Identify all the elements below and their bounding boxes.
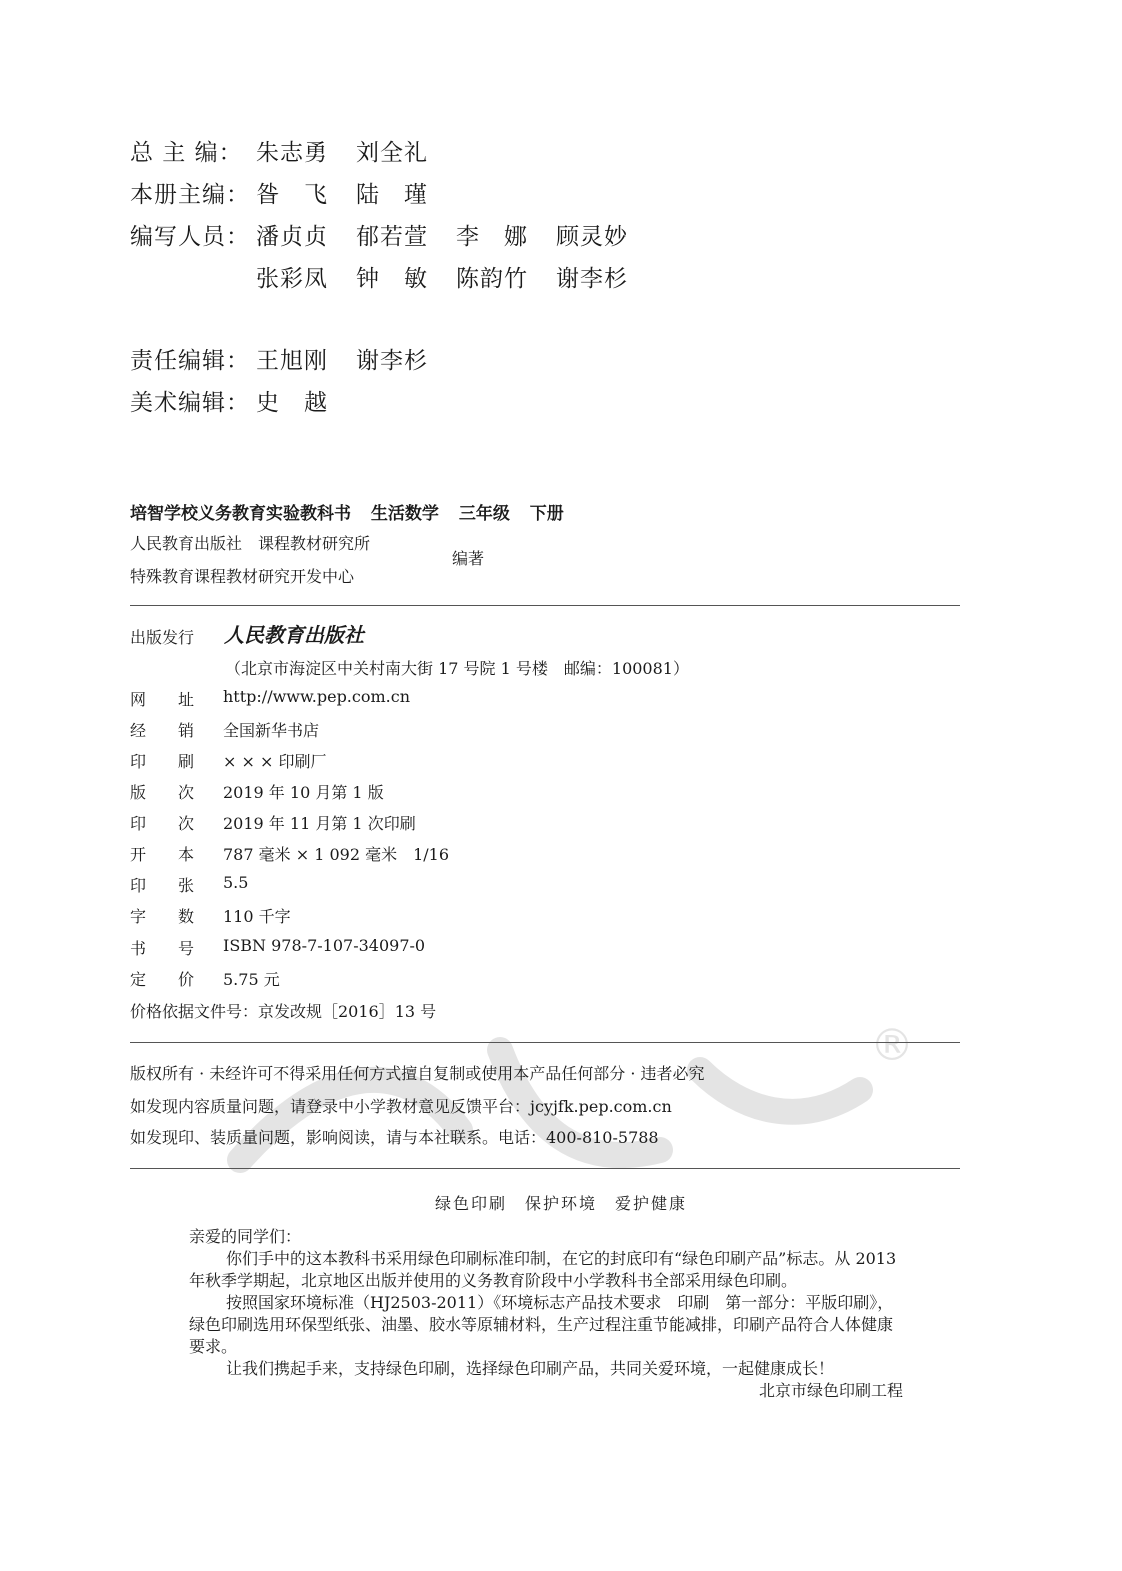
info-value: http://www.pep.com.cn [223, 687, 411, 706]
info-value: 5.5 [223, 873, 249, 892]
credit-label: 编写人员： [130, 224, 250, 250]
divider [130, 1042, 960, 1043]
rights-line3: 如发现印、装质量问题，影响阅读，请与本社联系。电话：400-810-5788 [130, 1128, 659, 1147]
info-value: 全国新华书店 [223, 721, 320, 740]
info-key: 经 销 [130, 721, 195, 740]
credit-name: 郁若萱 [356, 224, 428, 250]
credit-label: 总 主 编： [130, 140, 243, 166]
info-key: 网 址 [130, 690, 195, 709]
credit-name: 朱志勇 [256, 140, 328, 166]
info-value: 787 毫米 × 1 092 毫米 1/16 [223, 845, 450, 864]
price-basis: 价格依据文件号：京发改规［2016］13 号 [130, 1002, 437, 1021]
info-value: × × × 印刷厂 [223, 752, 327, 771]
credit-name: 刘全礼 [356, 140, 428, 166]
divider [130, 1168, 960, 1169]
rights-line2: 如发现内容质量问题，请登录中小学教材意见反馈平台：jcyjfk.pep.com.cn [130, 1097, 672, 1116]
publisher-line2: 特殊教育课程教材研究开发中心 [130, 567, 355, 586]
credit-name: 陈韵竹 [456, 266, 528, 292]
info-key: 版 次 [130, 783, 195, 802]
info-key: 开 本 [130, 845, 195, 864]
credit-name: 陆 瑾 [356, 182, 428, 208]
credit-art-editor [130, 384, 328, 417]
credit-volume-editor [130, 176, 428, 209]
info-key: 定 价 [130, 970, 195, 989]
info-value: 5.75 元 [223, 970, 280, 989]
notice-signature: 北京市绿色印刷工程 [758, 1381, 903, 1400]
credit-name: 钟 敏 [356, 266, 428, 292]
info-key: 印 次 [130, 814, 195, 833]
green-printing-notice [189, 1226, 903, 1402]
info-value: 2019 年 10 月第 1 版 [223, 783, 384, 802]
credit-name: 昝 飞 [256, 182, 328, 208]
book-title-part: 下册 [529, 504, 564, 524]
info-key: 出版发行 [130, 628, 195, 647]
credit-name: 顾灵妙 [556, 224, 628, 250]
credit-name: 史 越 [256, 390, 328, 416]
notice-paragraph: 让我们携起手来，支持绿色印刷，选择绿色印刷产品，共同关爱环境，一起健康成长！ [226, 1359, 835, 1378]
credit-name: 张彩凤 [256, 266, 328, 292]
publisher-logo-text: 人民教育出版社 [224, 623, 364, 647]
credit-responsible-editor [130, 342, 428, 375]
notice-paragraph: 你们手中的这本教科书采用绿色印刷标准印制，在它的封底印有“绿色印刷产品”标志。从 2013 年秋季学期起，北京地区出版并使用的义务教育阶段中小学教科书全部采用绿色印刷。 [189, 1249, 897, 1290]
registered-mark: ® [870, 1020, 914, 1071]
rights-line1: 版权所有 · 未经许可不得采用任何方式擅自复制或使用本产品任何部分 · 违者必究 [130, 1064, 705, 1083]
book-title-part: 生活数学 [370, 504, 439, 524]
divider [130, 605, 960, 606]
info-address: （北京市海淀区中关村南大街 17 号院 1 号楼 邮编：100081） [225, 659, 689, 678]
credit-label: 责任编辑： [130, 348, 250, 374]
notice-greeting: 亲爱的同学们： [189, 1227, 302, 1246]
book-title-part: 培智学校义务教育实验教科书 [130, 504, 351, 524]
credit-name: 谢李杉 [356, 348, 428, 374]
publisher-logo [224, 622, 374, 648]
book-title [130, 499, 578, 524]
credit-name: 王旭刚 [256, 348, 328, 374]
info-key: 印 张 [130, 876, 195, 895]
credit-name: 谢李杉 [556, 266, 628, 292]
credit-label: 本册主编： [130, 182, 250, 208]
credit-name: 李 娜 [456, 224, 528, 250]
credit-name: 潘贞贞 [256, 224, 328, 250]
credit-chief-editor [130, 134, 428, 167]
book-title-part: 三年级 [458, 504, 510, 524]
info-key: 书 号 [130, 939, 195, 958]
info-key: 印 刷 [130, 752, 195, 771]
info-key: 字 数 [130, 907, 195, 926]
compiled-label: 编著 [452, 549, 485, 568]
publisher-line1: 人民教育出版社 课程教材研究所 [130, 534, 371, 553]
info-value: 110 千字 [223, 907, 291, 926]
credit-writers [130, 218, 628, 251]
green-printing-title: 绿色印刷 保护环境 爱护健康 [434, 1194, 687, 1213]
credit-label: 美术编辑： [130, 390, 250, 416]
info-value: ISBN 978-7-107-34097-0 [223, 936, 426, 955]
info-value: 2019 年 11 月第 1 次印刷 [223, 814, 416, 833]
notice-paragraph: 按照国家环境标准（HJ2503-2011）《环境标志产品技术要求 印刷 第一部分：平版印刷》，绿色印刷选用环保型纸张、油墨、胶水等原辅材料，生产过程注重节能减排，印刷产品符合人体健康要求。 [189, 1293, 894, 1356]
